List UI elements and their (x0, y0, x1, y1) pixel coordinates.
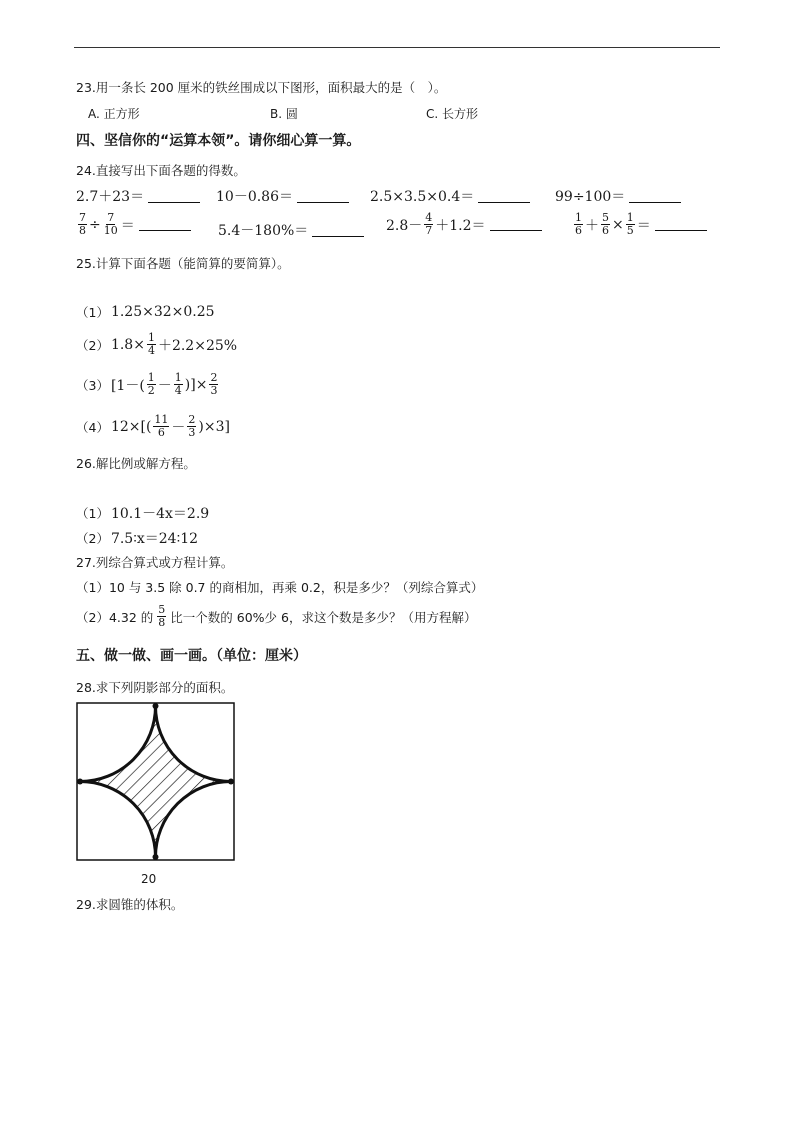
q27-item-2: （2）4.32 的 $\frac{5}{8}$ 比一个数的 60%少 6，求这个数是多少？（用方程解） (76, 603, 477, 629)
q26-item-1: （1） 10.1－4x＝2.9 (76, 506, 210, 522)
vertex-dot (153, 854, 159, 860)
answer-blank[interactable] (629, 190, 681, 203)
q24-row2-expr1: $\frac{7}{8}$ ÷ $\frac{7}{10}$ ＝ (76, 212, 191, 237)
answer-blank[interactable] (139, 218, 191, 231)
q25-item-3: （3） [1－( $\frac{1}{2}$ － $\frac{1}{4}$ )]× $\frac{2}{3}$ (76, 371, 218, 397)
q23-option-c: C. 长方形 (426, 107, 479, 121)
q24-stem: 24.直接写出下面各题的得数。 (76, 163, 246, 178)
q25-stem: 25.计算下面各题（能简算的要简算）。 (76, 256, 290, 271)
fraction: $\frac{1}{2}$ (147, 371, 155, 397)
q29-stem: 29.求圆锥的体积。 (76, 897, 184, 912)
q24-row1-expr1: 2.7＋23＝ (76, 186, 200, 206)
q24-row2-expr2: 5.4－180%＝ (218, 220, 364, 240)
q25-item-2: （2） 1.8× $\frac{1}{4}$ ＋2.2×25% (76, 331, 238, 357)
section-5-heading: 五、做一做、画一画。（单位：厘米） (76, 648, 307, 664)
fraction: $\frac{5}{6}$ (602, 211, 609, 237)
q27-stem: 27.列综合算式或方程计算。 (76, 555, 234, 570)
q26-stem: 26.解比例或解方程。 (76, 456, 196, 471)
q24-row2-expr4: $\frac{1}{6}$ ＋ $\frac{5}{6}$ × $\frac{1}{5}$ ＝ (572, 212, 707, 237)
shaded-area-figure (76, 702, 236, 862)
q25-item-1: （1） 1.25×32×0.25 (76, 304, 215, 320)
q23-option-b: B. 圆 (270, 107, 298, 121)
q23-option-a: A. 正方形 (88, 107, 140, 121)
q28-stem: 28.求下列阴影部分的面积。 (76, 680, 234, 695)
answer-blank[interactable] (490, 218, 542, 231)
q25-item-4: （4） 12×[( $\frac{11}{6}$ － $\frac{2}{3}$ )×3] (76, 413, 230, 439)
fraction: $\frac{2}{3}$ (210, 371, 218, 397)
fraction: $\frac{2}{3}$ (188, 413, 196, 439)
q24-row1-expr2: 10－0.86＝ (216, 186, 349, 206)
answer-blank[interactable] (478, 190, 530, 203)
fraction: $\frac{4}{7}$ (425, 211, 433, 237)
fraction: $\frac{7}{10}$ (103, 211, 118, 237)
vertex-dot (153, 703, 159, 709)
vertex-dot (77, 779, 83, 785)
figure-dimension-label: 20 (141, 872, 157, 886)
answer-blank[interactable] (312, 224, 364, 237)
answer-blank[interactable] (148, 190, 200, 203)
answer-blank[interactable] (297, 190, 349, 203)
vertex-dot (228, 779, 234, 785)
q26-item-2: （2） 7.5∶x＝24∶12 (76, 531, 199, 547)
fraction: $\frac{5}{8}$ (158, 603, 166, 629)
fraction: $\frac{7}{8}$ (79, 211, 86, 237)
fraction: $\frac{1}{4}$ (147, 331, 155, 357)
fraction: $\frac{1}{5}$ (626, 211, 634, 237)
fraction: $\frac{1}{4}$ (174, 371, 182, 397)
section-4-heading: 四、坚信你的“运算本领”。请你细心算一算。 (76, 133, 361, 149)
answer-blank[interactable] (655, 218, 707, 231)
header-rule (74, 47, 720, 48)
q24-row1-expr4: 99÷100＝ (555, 186, 681, 206)
q24-row1-expr3: 2.5×3.5×0.4＝ (370, 186, 530, 206)
q24-row2-expr3: 2.8－ $\frac{4}{7}$ ＋1.2＝ (386, 212, 542, 237)
fraction: $\frac{11}{6}$ (154, 413, 169, 439)
q23-stem: 23.用一条长 200 厘米的铁丝围成以下图形，面积最大的是（ ）。 (76, 80, 447, 95)
shaded-region (80, 706, 231, 857)
fraction: $\frac{1}{6}$ (575, 211, 582, 237)
q27-item-1: （1）10 与 3.5 除 0.7 的商相加，再乘 0.2，积是多少？（列综合算式） (76, 580, 484, 595)
